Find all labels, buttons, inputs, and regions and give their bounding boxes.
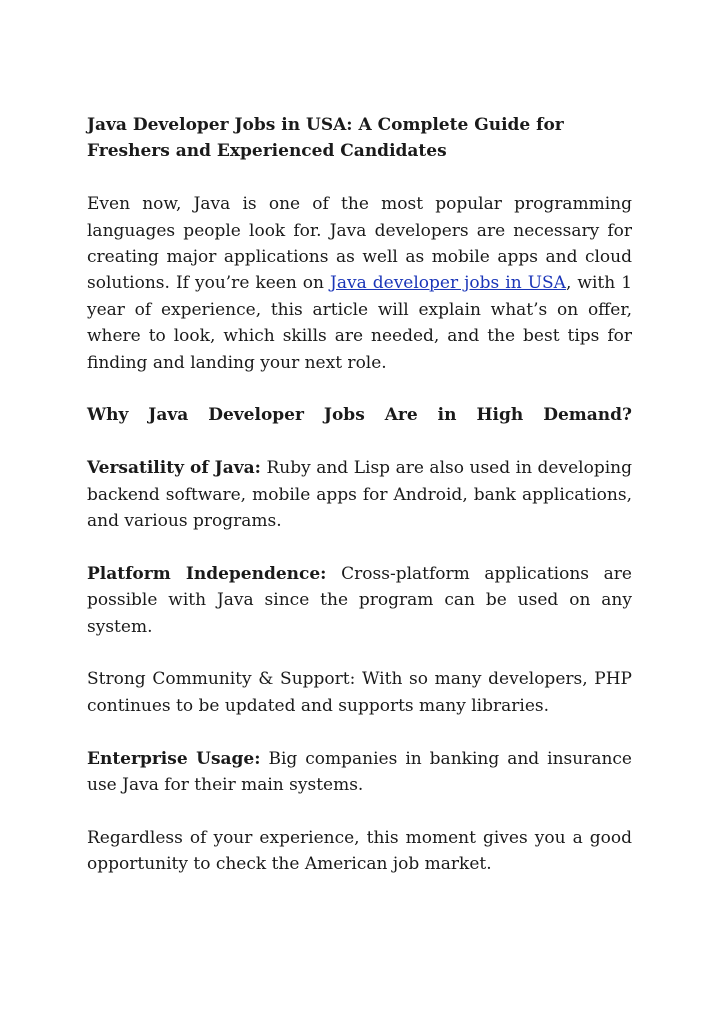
point-lead: Platform Independence:	[87, 563, 327, 584]
java-jobs-link[interactable]: Java developer jobs in USA	[330, 273, 566, 294]
point-versatility	[87, 455, 632, 534]
point-text: Ruby and Lisp are also used in developing backend software, mobile apps for Android, bank applications, and various programs.	[87, 458, 632, 532]
point-enterprise-usage	[87, 746, 632, 799]
point-community-support	[87, 666, 632, 719]
section-heading: Why Java Developer Jobs Are in High Demand?	[87, 405, 632, 426]
document-page	[87, 112, 632, 904]
intro-text-before-link: Even now, Java is one of the most popular programming languages people look for. Java developers are necessary for creating major applications as well as mobile apps and cloud solutions. If you’re keen on	[87, 194, 632, 294]
point-lead: Enterprise Usage:	[87, 748, 261, 769]
intro-paragraph	[87, 191, 632, 376]
point-lead: Versatility of Java:	[87, 458, 261, 479]
point-platform-independence	[87, 561, 632, 640]
point-text: Strong Community & Support: With so many developers, PHP continues to be updated and supports many libraries.	[87, 669, 632, 716]
point-text: Cross-platform applications are possible with Java since the program can be used on any system.	[87, 563, 632, 637]
intro-text-after-link: , with 1 year of experience, this article will explain what’s on offer, where to look, which skills are needed, and the best tips for finding and landing your next role.	[87, 273, 633, 373]
document-title: Java Developer Jobs in USA: A Complete Guide for Freshers and Experienced Candidates	[87, 115, 564, 162]
closing-paragraph: Regardless of your experience, this moment gives you a good opportunity to check the American job market.	[87, 827, 632, 875]
point-text: Big companies in banking and insurance use Java for their main systems.	[87, 748, 632, 796]
